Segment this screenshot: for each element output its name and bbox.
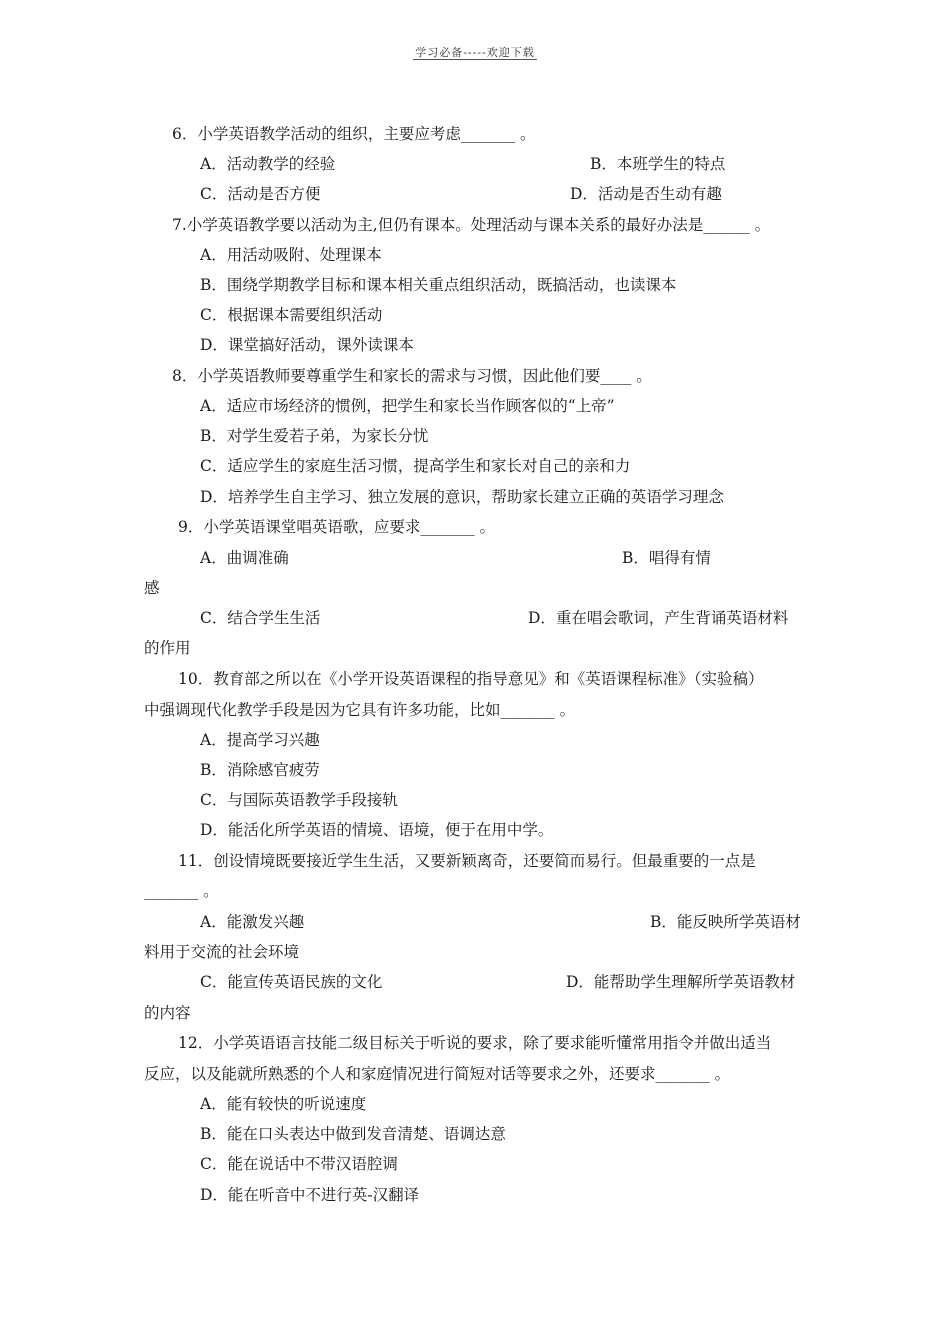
question-7-option-d: D．课堂搞好活动，课外读课本 (200, 336, 414, 354)
question-10-option-c: C．与国际英语教学手段接轨 (200, 791, 398, 809)
question-11-option-a: A．能激发兴趣 (200, 913, 305, 931)
question-9-option-d: D．重在唱会歌词，产生背诵英语材料 (528, 609, 789, 627)
page-header (0, 44, 950, 60)
question-8-option-b: B．对学生爱若子弟，为家长分忧 (200, 427, 429, 445)
question-11-stem-continued: _______ 。 (144, 882, 219, 900)
question-6-option-c: C．活动是否方便 (200, 185, 321, 203)
header-text: 学习必备-----欢迎下载 (415, 46, 535, 59)
question-9-option-c: C．结合学生生活 (200, 609, 321, 627)
question-8-stem: 8．小学英语教师要尊重学生和家长的需求与习惯，因此他们要____ 。 (172, 367, 652, 385)
question-7-option-b: B．围绕学期教学目标和课本相关重点组织活动，既搞活动，也读课本 (200, 276, 677, 294)
question-11-stem: 11．创设情境既要接近学生生活，又要新颖离奇，还要简而易行。但最重要的一点是 (178, 852, 756, 870)
question-8-option-d: D．培养学生自主学习、独立发展的意识，帮助家长建立正确的英语学习理念 (200, 488, 724, 506)
question-8-option-a: A．适应市场经济的惯例，把学生和家长当作顾客似的“上帝” (200, 397, 615, 415)
question-12-option-d: D．能在听音中不进行英-汉翻译 (200, 1186, 420, 1204)
question-9-stem: 9．小学英语课堂唱英语歌，应要求_______ 。 (178, 518, 496, 536)
question-9-option-d-continued: 的作用 (144, 639, 191, 657)
question-6-option-b: B．本班学生的特点 (590, 155, 726, 173)
question-8-option-c: C．适应学生的家庭生活习惯，提高学生和家长对自己的亲和力 (200, 457, 631, 475)
question-9-option-a: A．曲调准确 (200, 549, 289, 567)
question-12-option-b: B．能在口头表达中做到发音清楚、语调达意 (200, 1125, 506, 1143)
question-10-stem: 10．教育部之所以在《小学开设英语课程的指导意见》和《英语课程标准》（实验稿） (178, 670, 764, 688)
question-11-option-c: C．能宣传英语民族的文化 (200, 973, 383, 991)
question-10-option-a: A．提高学习兴趣 (200, 731, 320, 749)
question-12-option-c: C．能在说话中不带汉语腔调 (200, 1155, 398, 1173)
question-6-stem: 6．小学英语教学活动的组织，主要应考虑_______ 。 (172, 125, 536, 143)
question-11-option-d-continued: 的内容 (144, 1004, 191, 1022)
question-10-option-b: B．消除感官疲劳 (200, 761, 320, 779)
question-11-option-b-continued: 料用于交流的社会环境 (144, 943, 300, 961)
question-9-option-b: B．唱得有情 (622, 549, 711, 567)
question-6-option-d: D．活动是否生动有趣 (570, 185, 722, 203)
question-12-stem-continued: 反应，以及能就所熟悉的个人和家庭情况进行简短对话等要求之外，还要求_______ 。 (144, 1065, 731, 1083)
question-10-stem-continued: 中强调现代化教学手段是因为它具有许多功能，比如_______ 。 (144, 701, 576, 719)
question-6-option-a: A．活动教学的经验 (200, 155, 336, 173)
question-11-option-d: D．能帮助学生理解所学英语教材 (566, 973, 796, 991)
question-12-stem: 12．小学英语语言技能二级目标关于听说的要求，除了要求能听懂常用指令并做出适当 (178, 1034, 772, 1052)
question-7-option-a: A．用活动吸附、处理课本 (200, 246, 382, 264)
question-12-option-a: A．能有较快的听说速度 (200, 1095, 367, 1113)
question-9-option-b-continued: 感 (144, 579, 160, 597)
question-11-option-b: B．能反映所学英语材 (650, 913, 801, 931)
question-10-option-d: D．能活化所学英语的情境、语境，便于在用中学。 (200, 821, 554, 839)
question-7-stem: 7.小学英语教学要以活动为主,但仍有课本。处理活动与课本关系的最好办法是______ 。 (172, 216, 771, 234)
question-7-option-c: C．根据课本需要组织活动 (200, 306, 383, 324)
